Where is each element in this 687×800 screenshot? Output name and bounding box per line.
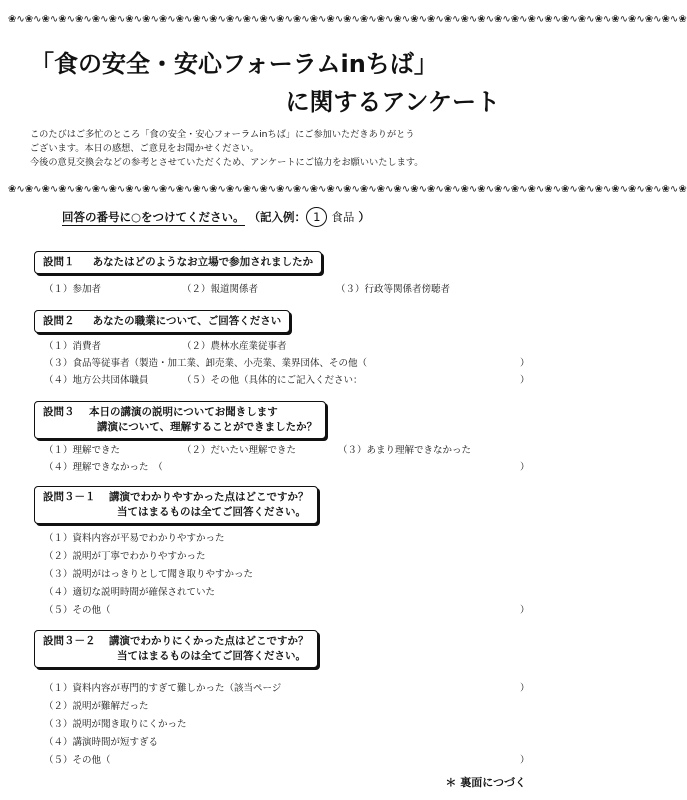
q3-2-option-2[interactable]: （２）説明が難解だった	[44, 701, 149, 712]
q3-2-option-3[interactable]: （３）説明が聞き取りにくかった	[44, 719, 187, 730]
instruction-text: 回答の番号に○をつけてください。	[62, 210, 245, 224]
question-3-box	[34, 401, 326, 439]
q3-option-4[interactable]: （４）理解できなかった （	[44, 462, 163, 473]
q2-option-1[interactable]: （１）消費者	[44, 341, 102, 352]
q3-2-option-5-close-paren: ）	[520, 755, 530, 766]
q3-2-option-5[interactable]: （５）その他（	[44, 755, 111, 766]
q2-option-5[interactable]: （５）その他（具体的にご記入ください：	[182, 375, 363, 386]
q2-option-3-close-paren: ）	[520, 358, 530, 369]
question-text-line1: 講演でわかりやすかった点はどこですか？	[109, 491, 309, 503]
q2-option-3[interactable]: （３）食品等従事者（製造・加工業、卸売業、小売業、業界団体、その他（	[44, 358, 368, 369]
q3-1-option-3[interactable]: （３）説明がはっきりとして聞き取りやすかった	[44, 569, 254, 580]
q3-1-option-4[interactable]: （４）適切な説明時間が確保されていた	[44, 587, 216, 598]
intro-line: 今後の意見交換会などの参考とさせていただくため、アンケートにご協力をお願いいたします。	[30, 157, 424, 168]
example-item: 食品	[331, 210, 355, 224]
question-text-line2: 当てはまるものは全てご回答ください。	[117, 650, 306, 662]
intro-line: ございます。本日の感想、ご意見をお聞かせください。	[30, 143, 259, 154]
q3-1-option-1[interactable]: （１）資料内容が平易でわかりやすかった	[44, 533, 225, 544]
q2-option-2[interactable]: （２）農林水産業従事者	[182, 341, 287, 352]
example-prefix: （記入例：	[248, 210, 307, 224]
intro-paragraph	[30, 128, 530, 170]
page-title-line2: に関するアンケート	[285, 88, 500, 116]
q3-option-1[interactable]: （１）理解できた	[44, 445, 121, 456]
q3-1-option-5[interactable]: （５）その他（	[44, 605, 111, 616]
question-text: あなたはどのようなお立場で参加されましたか	[92, 256, 314, 268]
question-number: 設問１	[43, 256, 75, 268]
q3-1-option-2[interactable]: （２）説明が丁寧でわかりやすかった	[44, 551, 206, 562]
question-3-2-box	[34, 630, 318, 668]
question-2-box	[34, 310, 290, 333]
question-number: 設問３	[43, 406, 75, 418]
question-number: 設問３－２	[43, 635, 96, 647]
intro-line: このたびはご多忙のところ「食の安全・安心フォーラムinちば」にご参加いただきありがとう	[30, 129, 415, 140]
continued-on-back-note: ＊ 裏面につづく	[445, 776, 526, 789]
q2-option-5-close-paren: ）	[520, 375, 530, 386]
example-circled-number: 1	[306, 207, 327, 227]
answer-instruction	[62, 207, 512, 227]
question-number: 設問３－１	[43, 491, 96, 503]
q1-option-2[interactable]: （２）報道関係者	[182, 284, 259, 295]
question-number: 設問２	[43, 315, 75, 327]
example-suffix: ）	[358, 210, 370, 224]
middle-decorative-border: ❀∿❀∿❀∿❀∿❀∿❀∿❀∿❀∿❀∿❀∿❀∿❀∿❀∿❀∿❀∿❀∿❀∿❀∿❀∿❀∿❀∿❀∿❀∿❀∿❀∿❀∿❀∿❀∿❀∿❀∿❀∿❀∿❀∿❀∿❀∿❀∿❀∿❀∿❀∿❀∿❀	[8, 184, 687, 195]
q3-2-option-1-close-paren: ）	[520, 683, 530, 694]
question-3-1-box	[34, 486, 318, 524]
q3-option-3[interactable]: （３）あまり理解できなかった	[338, 445, 472, 456]
q2-option-4[interactable]: （４）地方公共団体職員	[44, 375, 149, 386]
question-1-box	[34, 251, 322, 274]
question-text: あなたの職業について、ご回答ください	[92, 315, 282, 327]
question-text-line2: 講演について、理解することができましたか？	[97, 421, 318, 433]
question-text-line1: 講演でわかりにくかった点はどこですか？	[109, 635, 309, 647]
q3-2-option-4[interactable]: （４）講演時間が短すぎる	[44, 737, 159, 748]
top-decorative-border: ❀∿❀∿❀∿❀∿❀∿❀∿❀∿❀∿❀∿❀∿❀∿❀∿❀∿❀∿❀∿❀∿❀∿❀∿❀∿❀∿❀∿❀∿❀∿❀∿❀∿❀∿❀∿❀∿❀∿❀∿❀∿❀∿❀∿❀∿❀∿❀∿❀∿❀∿❀∿❀∿❀	[8, 14, 687, 25]
q3-2-option-1[interactable]: （１）資料内容が専門的すぎて難しかった（該当ページ	[44, 683, 282, 694]
q3-1-option-5-close-paren: ）	[520, 605, 530, 616]
q1-option-1[interactable]: （１）参加者	[44, 284, 102, 295]
q1-option-3[interactable]: （３）行政等関係者傍聴者	[336, 284, 451, 295]
question-text-line1: 本日の講演の説明についてお聞きします	[89, 406, 278, 418]
page-title-line1: 「食の安全・安心フォーラムinちば」	[30, 50, 438, 78]
question-text-line2: 当てはまるものは全てご回答ください。	[117, 506, 306, 518]
q3-option-2[interactable]: （２）だいたい理解できた	[182, 445, 297, 456]
q3-option-4-close-paren: ）	[520, 462, 530, 473]
